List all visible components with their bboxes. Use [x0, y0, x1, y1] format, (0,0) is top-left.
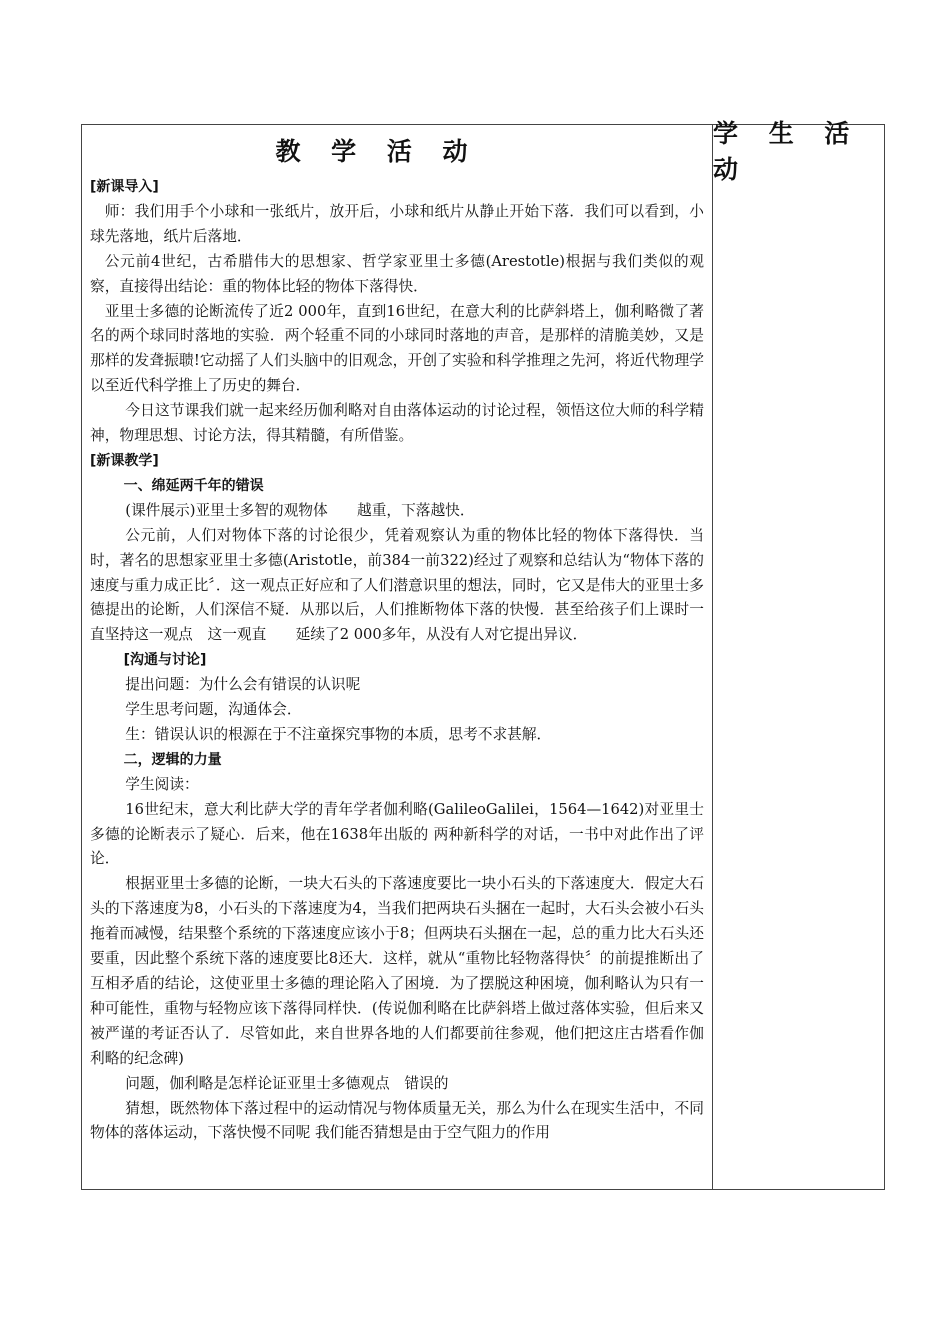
paragraph-logic-argument: 根据亚里士多德的论断，一块大石头的下落速度要比一块小石头的下落速度大．假定大石头的下落速度为8，小石头的下落速度为4，当我们把两块石头捆在一起时，大石头会被小石头拖着而减慢，结果整个系统的下落速度应该小于8；但两块石头捆在一起，总的重力比大石头还要重，因此整个系统下落的速度要比8还大．这样，就从“重物比轻物落得快〞的前提推断出了互相矛盾的结论，这使亚里士多德的理论陷入了困境．为了摆脱这种困境，伽利略认为只有一种可能性，重物与轻物应该下落得同样快．(传说伽利略在比萨斜塔上做过落体实验，但后来又被严谨的考证否认了．尽管如此，来自世界各地的人们都要前往参观，他们把这庄古塔看作伽利略的纪念碑): [90, 875, 704, 1067]
paragraph-lesson-goal: 今日这节课我们就一起来经历伽利略对自由落体运动的讨论过程，领悟这位大师的科学精神，物理思想、讨论方法，得其精髓，有所借鉴。: [90, 402, 704, 445]
student-activity-column: [713, 119, 884, 1189]
paragraph-courseware-display: (课件展示)亚里士多智的观物体 越重，下落越快．: [125, 501, 475, 519]
paragraph-hypothesis: 猜想，既然物体下落过程中的运动情况与物体质量无关，那么为什么在现实生活中，不同物体的落体运动，下落快慢不同呢 我们能否猜想是由于空气阻力的作用: [90, 1099, 704, 1142]
section-new-lesson-intro: [新课导入]: [90, 179, 159, 195]
paragraph-question: 提出问题：为什么会有错误的认识呢: [125, 676, 361, 694]
paragraph-ancient-view: 公元前，人们对物体下落的讨论很少，凭着观察认为重的物体比轻的物体下落得快．当时，著名的思想家亚里士多德(Aristotle，前384一前322)经过了观察和总结认为“物体下落的速度与重力成正比〞．这一观点正好应和了人们潜意识里的想法，同时，它又是伟大的亚里士多德提出的论断，人们深信不疑．从那以后，人们推断物体下落的快慢．甚至给孩子们上课时一直坚持这一观点 这一观直 延续了2 000多年，从没有人对它提出异议．: [90, 526, 704, 644]
paragraph-student-reading: 学生阅读：: [125, 775, 199, 793]
paragraph-student-thinking: 学生思考问题，沟通体会．: [125, 701, 302, 719]
teacher-activity-body: [82, 175, 712, 1146]
teacher-activity-column: [82, 125, 713, 1189]
heading-power-of-logic: 二，逻辑的力量: [123, 751, 222, 768]
paragraph-intro-demo: 师：我们用手个小球和一张纸片，放开后，小球和纸片从静止开始下落．我们可以看到，小球先落地，纸片后落地．: [90, 202, 704, 245]
paragraph-question-galileo: 问题，伽利略是怎样论证亚里士多德观点 错误的: [125, 1074, 449, 1092]
paragraph-galileo-experiment: 亚里士多德的论断流传了近2 000年，直到16世纪，在意大利的比萨斜塔上，伽利略微了著名的两个球同时落地的实验．两个轻重不同的小球同时落地的声音，是那样的清脆美妙，又是那样的发聋振聩!它动摇了人们头脑中的旧观念，开创了实验和科学推理之先河，将近代物理学以至近代科学推上了历史的舞台．: [90, 302, 704, 395]
paragraph-student-answer: 生：错误认识的根源在于不注童探究事物的本质，思考不求甚解．: [125, 725, 552, 743]
student-activity-header: 学 生 活 动: [713, 119, 861, 184]
teacher-activity-header: 教 学 活 动: [275, 137, 479, 166]
lesson-plan-table: [81, 119, 885, 1190]
paragraph-aristotle: 公元前4世纪，古希腊伟大的思想家、哲学家亚里士多德(Arestotle)根据与我们类似的观察，直接得出结论：重的物体比轻的物体下落得快．: [90, 252, 704, 295]
section-new-lesson-teaching: [新课教学]: [90, 452, 159, 469]
heading-two-thousand-year-error: 一、绵延两千年的错误: [123, 477, 264, 494]
paragraph-galileo-doubt: 16世纪末，意大利比萨大学的青年学者伽利略(GalileoGalilei，1564—1642)对亚里士多德的论断表示了疑心．后来，他在1638年出版的 两种新科学的对话，一书中对此作出了评论．: [90, 800, 704, 868]
section-communication-discussion: [沟通与讨论]: [123, 652, 207, 669]
